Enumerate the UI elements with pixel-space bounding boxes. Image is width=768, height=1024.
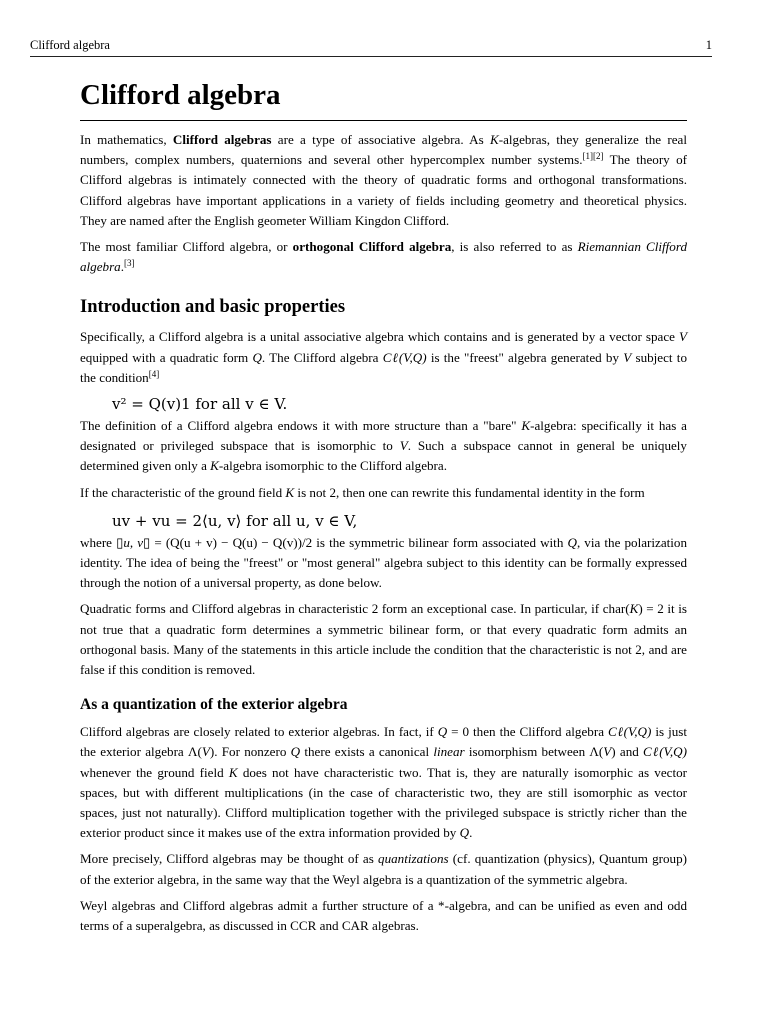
section2-paragraph-1: Clifford algebras are closely related to exterior algebras. In fact, if Q = 0 then the Clifford algebra Cℓ(V,Q) is just the exterior algebra Λ(V). For nonzero Q there exists a canonical linear isomorphism between Λ(V) and Cℓ(V,Q) whenever the ground field K does not have characteristic two. That is, they are naturally isomorphic as vector spaces, but with different multiplications (in the case of characteristic two, they are still isomorphic as vector spaces, just not naturally). Clifford multiplication together with the privileged subspace is strictly richer than the exterior product since it makes use of the extra information provided by Q. — [80, 724, 687, 841]
formula-clifford-relation: v² = Q(v)1 for all v ∈ V. — [112, 395, 288, 414]
citation-link[interactable]: [1][2] — [582, 151, 604, 162]
citation-link[interactable]: [3] — [124, 258, 135, 269]
section-heading-quantization: As a quantization of the exterior algebra — [80, 696, 348, 714]
section1-paragraph-3: If the characteristic of the ground field K is not 2, then one can rewrite this fundamental identity in the form — [80, 484, 645, 500]
page-title: Clifford algebra — [80, 76, 687, 121]
article-body — [80, 76, 687, 942]
page-number: 1 — [705, 38, 712, 52]
section1-paragraph-5: Quadratic forms and Clifford algebras in characteristic 2 form an exceptional case. In particular, if char(K) = 2 it is not true that a quadratic form determines a symmetric bilinear form, or that every quadratic form admits an orthogonal basis. Many of the statements in this article include the condition that the characteristic is not 2, and are false if this condition is removed. — [80, 601, 687, 678]
section1-paragraph-1: Specifically, a Clifford algebra is a unital associative algebra which contains and is generated by a vector space V equipped with a quadratic form Q. The Clifford algebra Cℓ(V,Q) is the "freest" algebra generated by V subject to the condition[4] — [80, 329, 687, 385]
section-heading-introduction: Introduction and basic properties — [80, 297, 346, 318]
section2-paragraph-2: More precisely, Clifford algebras may be thought of as quantizations (cf. quantization (physics), Quantum group) of the exterior algebra, in the same way that the Weyl algebra is a quantization of the symmetric algebra. — [80, 851, 687, 887]
section1-paragraph-4: where ▯u, v▯ = (Q(u + v) − Q(u) − Q(v))/2 is the symmetric bilinear form associated with Q, via the polarization identity. The idea of being the "freest" or "most general" algebra subject to this identity can be formally expressed through the notion of a universal property, as done below. — [80, 534, 688, 591]
intro-paragraph-1: In mathematics, Clifford algebras are a type of associative algebra. As K-algebras, they generalize the real numbers, complex numbers, quaternions and several other hypercomplex number systems.[1][2] The theory of Clifford algebras is intimately connected with the theory of quadratic forms and orthogonal transformations. Clifford algebras have important applications in a variety of fields including geometry and theoretical physics. They are named after the English geometer William Kingdon Clifford. — [80, 132, 687, 228]
section2-paragraph-3: Weyl algebras and Clifford algebras admit a further structure of a *-algebra, and can be unified as even and odd terms of a superalgebra, as discussed in CCR and CAR algebras. — [80, 897, 687, 934]
intro-paragraph-2: The most familiar Clifford algebra, or orthogonal Clifford algebra, is also referred to as Riemannian Clifford algebra.[3] — [80, 239, 687, 275]
running-title: Clifford algebra — [30, 38, 110, 52]
running-header — [30, 38, 712, 57]
missing-glyph-icon: ▯ — [116, 534, 124, 550]
section1-paragraph-2: The definition of a Clifford algebra endows it with more structure than a "bare" K-algebra: specifically it has a designated or privileged subspace that is isomorphic to V. Such a subspace cannot in general be uniquely determined given only a K-algebra isomorphic to the Clifford algebra. — [80, 418, 687, 474]
formula-polarization: uv + vu = 2⟨u, v⟩ for all u, v ∈ V, — [112, 511, 358, 530]
citation-link[interactable]: [4] — [148, 368, 160, 379]
